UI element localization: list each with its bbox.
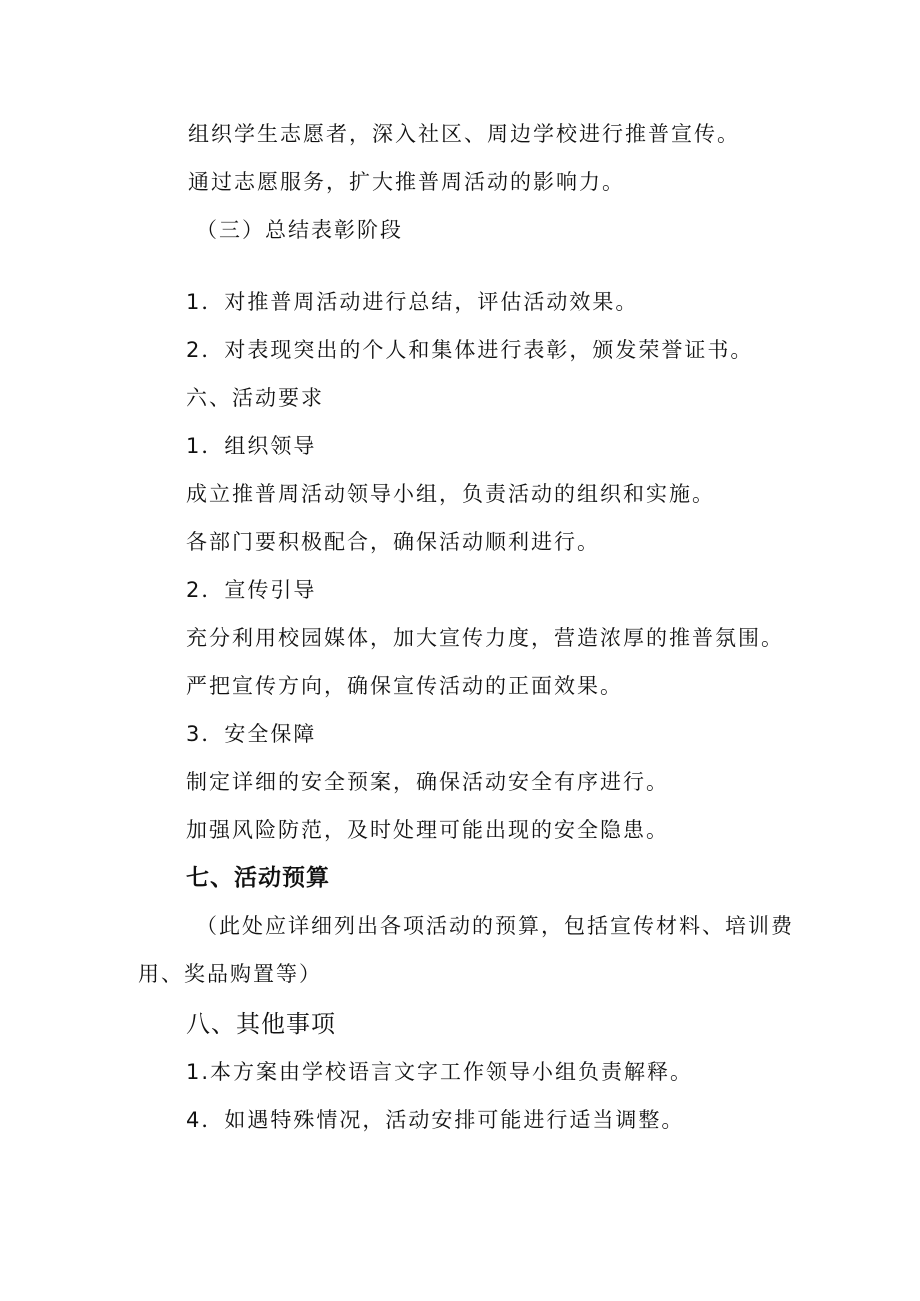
list-item: 4．如遇特殊情况，活动安排可能进行适当调整。 <box>186 1108 685 1132</box>
body-text-line: 成立推普周活动领导小组，负责活动的组织和实施。 <box>186 482 715 506</box>
list-item-heading: 2．宣传引导 <box>186 578 317 602</box>
body-text-line: 制定详细的安全预案，确保活动安全有序进行。 <box>186 770 669 794</box>
list-item: 1.本方案由学校语言文字工作领导小组负责解释。 <box>186 1060 694 1084</box>
section-heading: 六、活动要求 <box>186 386 324 410</box>
body-text-line: 严把宣传方向，确保宣传活动的正面效果。 <box>186 674 623 698</box>
body-text-line: （此处应详细列出各项活动的预算，包括宣传材料、培训费 <box>196 914 794 938</box>
list-item-heading: 3．安全保障 <box>186 722 317 746</box>
body-text-line: 用、奖品购置等） <box>138 962 322 986</box>
body-text-line: 各部门要积极配合，确保活动顺利进行。 <box>186 530 600 554</box>
section-heading: 八、其他事项 <box>186 1010 336 1038</box>
body-text-line: 充分利用校园媒体，加大宣传力度，营造浓厚的推普氛围。 <box>186 626 784 650</box>
list-item-heading: 1．组织领导 <box>186 434 317 458</box>
body-text-line: 组织学生志愿者，深入社区、周边学校进行推普宣传。 <box>188 122 740 146</box>
section-heading: 七、活动预算 <box>186 865 330 891</box>
body-text-line: 加强风险防范，及时处理可能出现的安全隐患。 <box>186 818 669 842</box>
section-subheading: （三）总结表彰阶段 <box>196 218 403 242</box>
list-item: 1．对推普周活动进行总结，评估活动效果。 <box>186 290 639 314</box>
list-item: 2．对表现突出的个人和集体进行表彰，颁发荣誉证书。 <box>186 338 754 362</box>
body-text-line: 通过志愿服务，扩大推普周活动的影响力。 <box>188 170 625 194</box>
